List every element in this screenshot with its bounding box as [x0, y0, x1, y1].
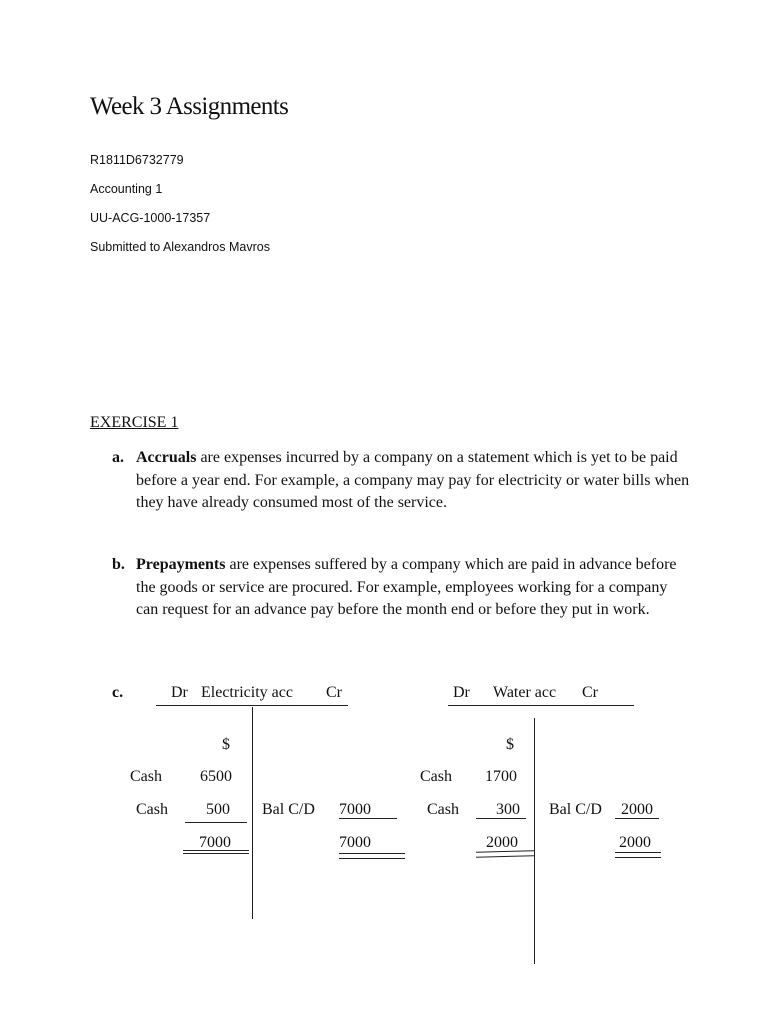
- electricity-debit-subtotal-line: [185, 822, 247, 823]
- electricity-debit-total: 7000: [199, 834, 231, 851]
- electricity-credit-total-line-1: [339, 853, 405, 854]
- electricity-credit-total-line-2: [339, 858, 405, 859]
- electricity-credit-label: Bal C/D: [262, 801, 315, 818]
- water-credit-amount: 2000: [621, 801, 653, 818]
- term-prepayments: Prepayments: [136, 556, 226, 573]
- water-header-line: [448, 705, 634, 706]
- course-code: UU-ACG-1000-17357: [90, 211, 211, 225]
- water-credit-underline: [615, 818, 659, 819]
- list-marker-b: b.: [112, 556, 125, 573]
- list-item-prepayments: [112, 554, 692, 622]
- electricity-debit-total-line-2: [183, 853, 249, 854]
- electricity-row2-label: Cash: [136, 801, 168, 818]
- water-row1-label: Cash: [420, 768, 452, 785]
- exercise-heading: EXERCISE 1: [90, 414, 179, 431]
- prepayments-definition: are expenses suffered by a company which are paid in advance before the goods or service are procured. For example, employees working for a company can request for an advance pay before the month end or before they put in work.: [136, 556, 677, 618]
- electricity-row1-label: Cash: [130, 768, 162, 785]
- term-accruals: Accruals: [136, 449, 197, 466]
- submitted-to: Submitted to Alexandros Mavros: [90, 240, 270, 254]
- electricity-currency: $: [222, 736, 230, 753]
- electricity-row2-amount: 500: [206, 801, 230, 818]
- water-cr-label: Cr: [582, 684, 598, 701]
- water-debit-total-line-1: [476, 850, 534, 853]
- water-debit-subtotal-line: [476, 818, 526, 819]
- page-title: Week 3 Assignments: [90, 93, 289, 120]
- electricity-credit-underline: [339, 818, 397, 819]
- list-marker-c: c.: [112, 684, 124, 701]
- electricity-credit-total: 7000: [339, 834, 371, 851]
- electricity-divider-line: [252, 707, 253, 919]
- electricity-dr-label: Dr: [171, 684, 188, 701]
- water-credit-total-line-1: [615, 852, 661, 853]
- water-credit-label: Bal C/D: [549, 801, 602, 818]
- accruals-definition: are expenses incurred by a company on a statement which is yet to be paid before a year end. For example, a company may pay for electricity or water bills when they have already consumed most of the service.: [136, 449, 690, 511]
- water-dr-label: Dr: [453, 684, 470, 701]
- student-id: R1811D6732779: [90, 153, 184, 167]
- water-debit-total: 2000: [486, 834, 518, 851]
- water-row2-label: Cash: [427, 801, 459, 818]
- electricity-account-title: Electricity acc: [201, 684, 293, 701]
- water-account-title: Water acc: [493, 684, 557, 701]
- electricity-credit-amount: 7000: [339, 801, 371, 818]
- electricity-debit-total-line-1: [183, 850, 249, 851]
- water-credit-total-line-2: [615, 857, 661, 858]
- list-item-accruals: [112, 447, 692, 515]
- water-debit-total-line-2: [476, 855, 534, 858]
- electricity-header-line: [156, 705, 348, 706]
- water-row2-amount: 300: [496, 801, 520, 818]
- electricity-row1-amount: 6500: [200, 768, 232, 785]
- water-divider-line: [534, 718, 535, 964]
- electricity-cr-label: Cr: [326, 684, 342, 701]
- water-row1-amount: 1700: [485, 768, 517, 785]
- course-name: Accounting 1: [90, 182, 163, 196]
- water-currency: $: [506, 736, 514, 753]
- water-credit-total: 2000: [619, 834, 651, 851]
- list-marker-a: a.: [112, 449, 124, 466]
